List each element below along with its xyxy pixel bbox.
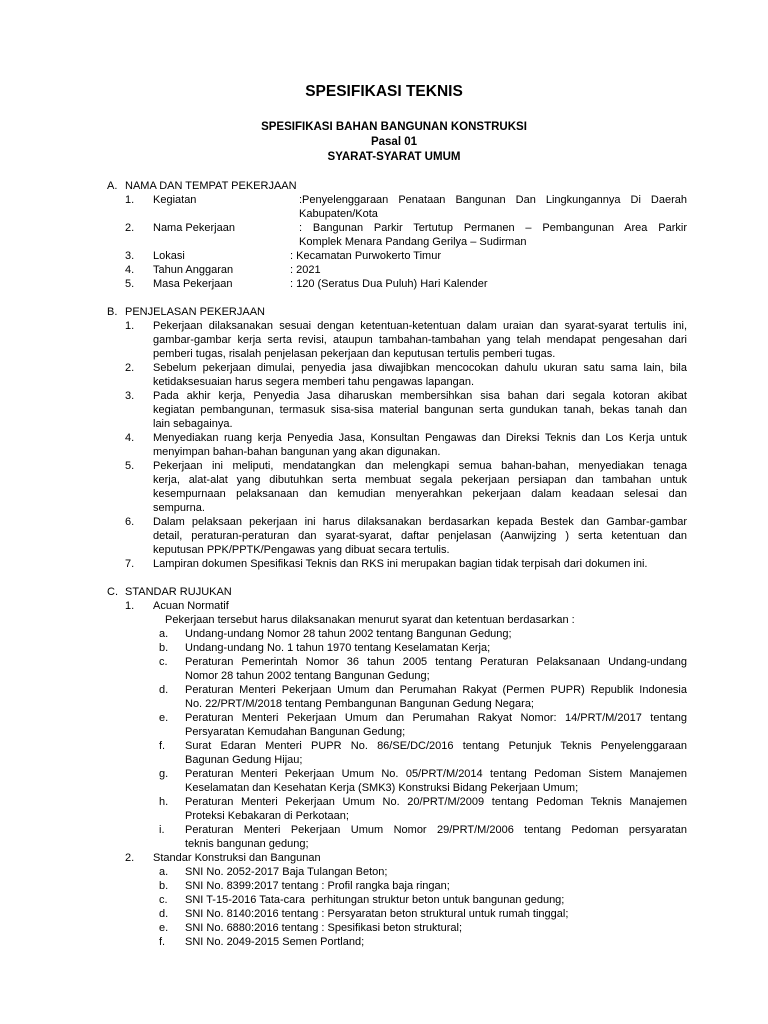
item-letter: c.: [159, 894, 168, 906]
item-letter: c.: [159, 656, 168, 668]
item-text: Peraturan Pemerintah Nomor 36 tahun 2005 tentang Peraturan Pelaksanaan Undang-undang: [185, 656, 687, 668]
item-number: 2.: [125, 362, 135, 374]
item-letter: e.: [159, 922, 169, 934]
item-text: Nomor 28 tahun 2002 tentang Bangunan Gedung;: [185, 670, 430, 682]
item-letter: d.: [159, 908, 169, 920]
pasal-number: Pasal 01: [370, 136, 418, 148]
item-text: SNI No. 2052-2017 Baja Tulangan Beton;: [185, 866, 388, 878]
item-letter: b.: [159, 642, 169, 654]
item-text: Sebelum pekerjaan dimulai, penyedia jasa diwajibkan mencocokan dahulu ukuran satu sama lain, bila: [153, 362, 687, 374]
pasal-title: SYARAT-SYARAT UMUM: [327, 151, 461, 163]
item-text: detail, peraturan-peraturan dan syarat-syarat, daftar penjelasan (Aanwijzing ) serta ketentuan dan: [153, 530, 687, 542]
item-text: Peraturan Menteri Pekerjaan Umum No. 05/PRT/M/2014 tentang Pedoman Sistem Manajemen: [185, 768, 687, 780]
item-text: gambar-gambar kerja serta revisi, ataupun tambahan-tambahan yang telah mendapat pengesahan dari: [153, 334, 687, 346]
row-key: Tahun Anggaran: [153, 264, 234, 276]
item-text: Persyaratan Kemudahan Bangunan Gedung;: [185, 726, 406, 738]
item-number: 6.: [125, 516, 135, 528]
item-text: menyimpan bahan-bahan bangunan yang akan digunakan.: [153, 446, 441, 458]
item-text: Proteksi Kebakaran di Perkotaan;: [185, 810, 349, 822]
item-text: kesempurnaan pelaksanaan dan kemudian menyerahkan pekerjaan dalam keadaan selesai dan: [153, 488, 687, 500]
section-c-heading: STANDAR RUJUKAN: [125, 586, 232, 598]
subsection-number: 2.: [125, 852, 135, 864]
item-number: 5.: [125, 460, 135, 472]
row-value-cont: Kabupaten/Kota: [299, 208, 378, 220]
row-value-cont: Komplek Menara Pandang Gerilya – Sudirman: [299, 236, 527, 248]
row-key: Lokasi: [153, 250, 185, 262]
item-letter: a.: [159, 866, 169, 878]
item-number: 4.: [125, 432, 135, 444]
item-text: Pada akhir kerja, Penyedia Jasa diharuskan membersihkan sisa bahan dari segala kotoran akibat: [153, 390, 687, 402]
item-text: teknis bangunan gedung;: [185, 838, 309, 850]
item-letter: h.: [159, 796, 169, 808]
item-text: SNI No. 8140:2016 tentang : Persyaratan beton struktural untuk rumah tinggal;: [185, 908, 569, 920]
row-number: 3.: [125, 250, 135, 262]
item-text: Peraturan Menteri Pekerjaan Umum No. 20/PRT/M/2009 tentang Pedoman Teknis Manajemen: [185, 796, 687, 808]
item-letter: f.: [159, 740, 166, 752]
item-text: Pekerjaan ini meliputi, mendatangkan dan melengkapi semua bahan-bahan, menyediakan tenaga: [153, 460, 687, 472]
item-text: SNI No. 2049-2015 Semen Portland;: [185, 936, 365, 948]
item-text: Undang-undang No. 1 tahun 1970 tentang Keselamatan Kerja;: [185, 642, 491, 654]
item-text: Lampiran dokumen Spesifikasi Teknis dan RKS ini merupakan bagian tidak terpisah dari dokumen ini.: [153, 558, 648, 570]
row-number: 1.: [125, 194, 135, 206]
item-text: SNI No. 8399:2017 tentang : Profil rangka baja ringan;: [185, 880, 450, 892]
item-letter: d.: [159, 684, 169, 696]
section-a-label: A.: [107, 180, 118, 192]
section-a-heading: NAMA DAN TEMPAT PEKERJAAN: [125, 180, 297, 192]
item-text: Dalam pelaksaan pekerjaan ini harus dilaksanakan berdasarkan kepada Bestek dan Gambar-gambar: [153, 516, 687, 528]
item-letter: b.: [159, 880, 169, 892]
section-b-label: B.: [107, 306, 118, 318]
item-letter: e.: [159, 712, 169, 724]
item-letter: a.: [159, 628, 169, 640]
row-value: : Kecamatan Purwokerto Timur: [290, 250, 442, 262]
row-value: : 120 (Seratus Dua Puluh) Hari Kalender: [290, 278, 488, 290]
item-text: sempurna.: [153, 502, 205, 514]
row-key: Nama Pekerjaan: [153, 222, 235, 234]
item-text: Surat Edaran Menteri PUPR No. 86/SE/DC/2016 tentang Petunjuk Teknis Penyelenggaraan: [185, 740, 687, 752]
row-value: : 2021: [290, 264, 321, 276]
item-text: Peraturan Menteri Pekerjaan Umum dan Perumahan Rakyat (Permen PUPR) Republik Indonesia: [185, 684, 687, 696]
row-key: Kegiatan: [153, 194, 197, 206]
item-number: 3.: [125, 390, 135, 402]
item-text: Peraturan Menteri Pekerjaan Umum dan Perumahan Rakyat Nomor: 14/PRT/M/2017 tentang: [185, 712, 687, 724]
subsection-intro: Pekerjaan tersebut harus dilaksanakan menurut syarat dan ketentuan berdasarkan :: [165, 614, 575, 626]
row-number: 4.: [125, 264, 135, 276]
item-text: lain sebagainya.: [153, 418, 233, 430]
section-b-heading: PENJELASAN PEKERJAAN: [125, 306, 265, 318]
item-text: Pekerjaan dilaksanakan sesuai dengan ketentuan-ketentuan dalam uraian dan syarat-syarat tertulis ini,: [153, 320, 687, 332]
row-number: 2.: [125, 222, 135, 234]
row-value: :Penyelenggaraan Penataan Bangunan Dan Lingkungannya Di Daerah: [299, 194, 687, 206]
item-text: keputusan PPK/PPTK/Pengawas yang dibuat secara tertulis.: [153, 544, 450, 556]
row-value: : Bangunan Parkir Tertutup Permanen – Pembangunan Area Parkir: [299, 222, 687, 234]
subsection-number: 1.: [125, 600, 135, 612]
item-text: SNI T-15-2016 Tata-cara perhitungan struktur beton untuk bangunan gedung;: [185, 894, 565, 906]
item-letter: g.: [159, 768, 169, 780]
item-text: Bagunan Gedung Hijau;: [185, 754, 303, 766]
item-text: Undang-undang Nomor 28 tahun 2002 tentang Bangunan Gedung;: [185, 628, 512, 640]
row-number: 5.: [125, 278, 135, 290]
document-subtitle: SPESIFIKASI BAHAN BANGUNAN KONSTRUKSI: [261, 121, 527, 133]
item-text: SNI No. 6880:2016 tentang : Spesifikasi beton struktural;: [185, 922, 462, 934]
subsection-heading: Acuan Normatif: [153, 600, 229, 612]
section-c-label: C.: [107, 586, 118, 598]
item-number: 1.: [125, 320, 135, 332]
item-text: ketidaksesuaian harus segera memberi tahu pengawas lapangan.: [153, 376, 475, 388]
item-letter: f.: [159, 936, 166, 948]
item-text: pemberi tugas, risalah penjelasan pekerjaan dan keputusan tertulis pemberi tugas.: [153, 348, 556, 360]
item-number: 7.: [125, 558, 135, 570]
item-text: Keselamatan dan Kesehatan Kerja (SMK3) Konstruksi Bidang Pekerjaan Umum;: [185, 782, 579, 794]
document-title: SPESIFIKASI TEKNIS: [305, 83, 463, 100]
item-text: kegiatan pembangunan, termasuk sisa-sisa material bangunan serta gundukan tanah, bekas tanah dan: [153, 404, 687, 416]
item-text: No. 22/PRT/M/2018 tentang Pembangunan Bangunan Gedung Negara;: [185, 698, 534, 710]
item-text: kerja, alat-alat yang dibutuhkan serta membuat segala pekerjaan persiapan dan tambahan untuk: [153, 474, 687, 486]
subsection-heading: Standar Konstruksi dan Bangunan: [153, 852, 321, 864]
item-letter: i.: [159, 824, 165, 836]
item-text: Menyediakan ruang kerja Penyedia Jasa, Konsultan Pengawas dan Direksi Teknis dan Los Kerja untuk: [153, 432, 687, 444]
row-key: Masa Pekerjaan: [153, 278, 233, 290]
item-text: Peraturan Menteri Pekerjaan Umum Nomor 29/PRT/M/2006 tentang Pedoman persyaratan: [185, 824, 687, 836]
